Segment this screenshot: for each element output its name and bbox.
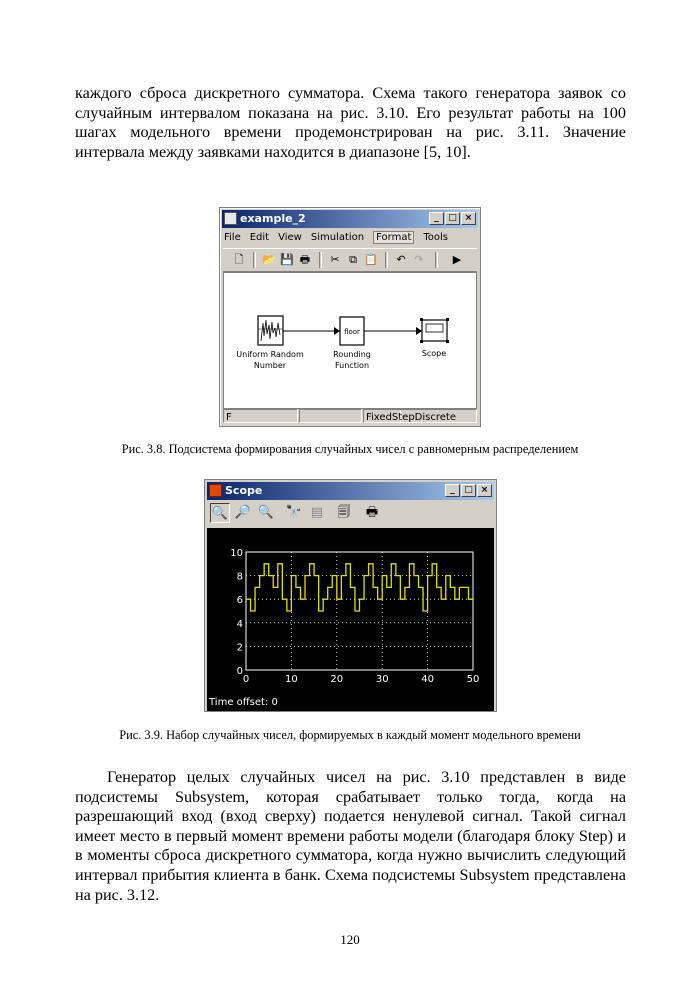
menu-tools[interactable]: Tools	[423, 232, 449, 243]
start-simulation-icon[interactable]: ▶	[452, 253, 462, 266]
title-bar[interactable]	[222, 210, 478, 228]
print-icon[interactable]: 🖶	[299, 253, 311, 266]
scope-label: Scope	[421, 349, 447, 358]
status-bar	[223, 409, 477, 424]
scope-window-title: Scope	[225, 484, 263, 497]
simulink-window	[219, 207, 481, 427]
paragraph-top: каждого сброса дискретного сумматора. Схема такого генератора заявок со случайным интервалом показана на рис. 3.10. Его результат работы на 100 шагах модельного времени продемонстрирован на рис. 3.11. Значение интервала между заявками находится в диапазоне [5, 10].	[75, 84, 626, 161]
y-tick-label: 10	[230, 548, 243, 559]
zoom-icon[interactable]: 🔍	[210, 503, 230, 523]
window-title: example_2	[240, 212, 306, 225]
scope-chart	[207, 528, 496, 711]
cut-icon[interactable]: ✂	[330, 253, 340, 266]
menu-format[interactable]: Format	[373, 231, 414, 244]
paragraph-bottom: Генератор целых случайных чисел на рис. 3.10 представлен в виде подсистемы Subsystem, которая срабатывает только тогда, когда на разрешающий вход (вход сверху) подается ненулевой сигнал. Такой сигнал имеет место в первый момент времени работы модели (благодаря блоку Step) и в моменты сброса дискретного сумматора, когда нужно вычислить следующий интервал прибытия клиента в банк. Схема подсистемы Subsystem представлена на рис. 3.12.	[75, 768, 626, 904]
scope-minimize-button[interactable]: _	[445, 484, 460, 497]
toolbar	[223, 248, 477, 272]
scope-close-button[interactable]: ×	[477, 484, 492, 497]
status-left: F	[223, 409, 298, 423]
uniform-random-block[interactable]	[258, 316, 283, 345]
parameters-icon[interactable]: 🗐	[337, 505, 351, 520]
time-offset	[209, 697, 278, 708]
random-label-1: Uniform Random	[236, 350, 304, 359]
x-tick-label: 10	[285, 674, 298, 685]
figure-caption-1: Рис. 3.8. Подсистема формирования случайных чисел с равномерным распределением	[121, 442, 579, 456]
open-folder-icon[interactable]: 📂	[262, 253, 276, 266]
model-icon	[224, 212, 237, 225]
y-tick-label: 2	[236, 642, 243, 654]
x-tick-label: 0	[242, 674, 250, 685]
save-icon[interactable]: 💾	[280, 253, 294, 266]
floor-label: floor	[344, 328, 360, 336]
scope-toolbar	[208, 502, 493, 526]
copy-icon[interactable]: ⧉	[349, 253, 357, 266]
zoom-x-icon[interactable]: 🔎	[234, 505, 252, 520]
scope-block[interactable]	[420, 318, 449, 343]
menu-edit[interactable]: Edit	[249, 232, 270, 243]
minimize-button[interactable]: _	[429, 212, 444, 225]
time-offset-label: Time offset:	[209, 697, 269, 708]
x-tick-label: 50	[466, 674, 480, 685]
menu-view[interactable]: View	[278, 232, 302, 243]
solver-status: FixedStepDiscrete	[363, 409, 477, 423]
autoscale-binoculars-icon[interactable]: 🔭	[285, 505, 303, 520]
y-tick-label: 8	[236, 571, 243, 583]
zoom-y-icon[interactable]: 🔍	[257, 505, 275, 520]
scope-maximize-button[interactable]: □	[461, 484, 476, 497]
signal-arrow-2	[416, 327, 422, 335]
y-tick-label: 0	[236, 666, 243, 677]
page-number: 120	[340, 932, 360, 947]
menu-file[interactable]: File	[224, 232, 241, 243]
rounding-label-2: Function	[334, 361, 370, 370]
maximize-button[interactable]: □	[445, 212, 460, 225]
model-canvas[interactable]	[223, 272, 477, 409]
matlab-icon	[209, 484, 222, 497]
undo-icon[interactable]: ↶	[396, 253, 406, 266]
random-label-2: Number	[253, 361, 287, 370]
x-tick-label: 20	[330, 674, 344, 685]
menu-simulation[interactable]: Simulation	[310, 232, 365, 243]
new-file-icon[interactable]: 🗋	[234, 253, 244, 266]
redo-icon[interactable]: ↷	[414, 253, 424, 266]
save-axes-icon[interactable]: ▤	[310, 505, 324, 520]
x-tick-label: 30	[375, 674, 389, 685]
rounding-label-1: Rounding	[333, 350, 371, 359]
y-tick-label: 4	[236, 618, 243, 630]
paste-icon[interactable]: 📋	[364, 253, 378, 266]
scope-print-icon[interactable]: 🖶	[365, 505, 379, 520]
scope-title-bar[interactable]	[207, 482, 494, 500]
menu-bar	[224, 230, 457, 246]
x-tick-label: 40	[421, 674, 434, 685]
figure-caption-2: Рис. 3.9. Набор случайных чисел, формируемых в каждый момент модельного времени	[119, 728, 581, 742]
scope-plot-area[interactable]	[207, 528, 494, 711]
signal-arrow-1	[334, 327, 340, 335]
time-offset-value: 0	[271, 697, 278, 708]
close-button[interactable]: ×	[461, 212, 476, 225]
y-tick-label: 6	[236, 595, 243, 607]
status-mid-1	[299, 409, 362, 423]
scope-window	[204, 479, 497, 712]
